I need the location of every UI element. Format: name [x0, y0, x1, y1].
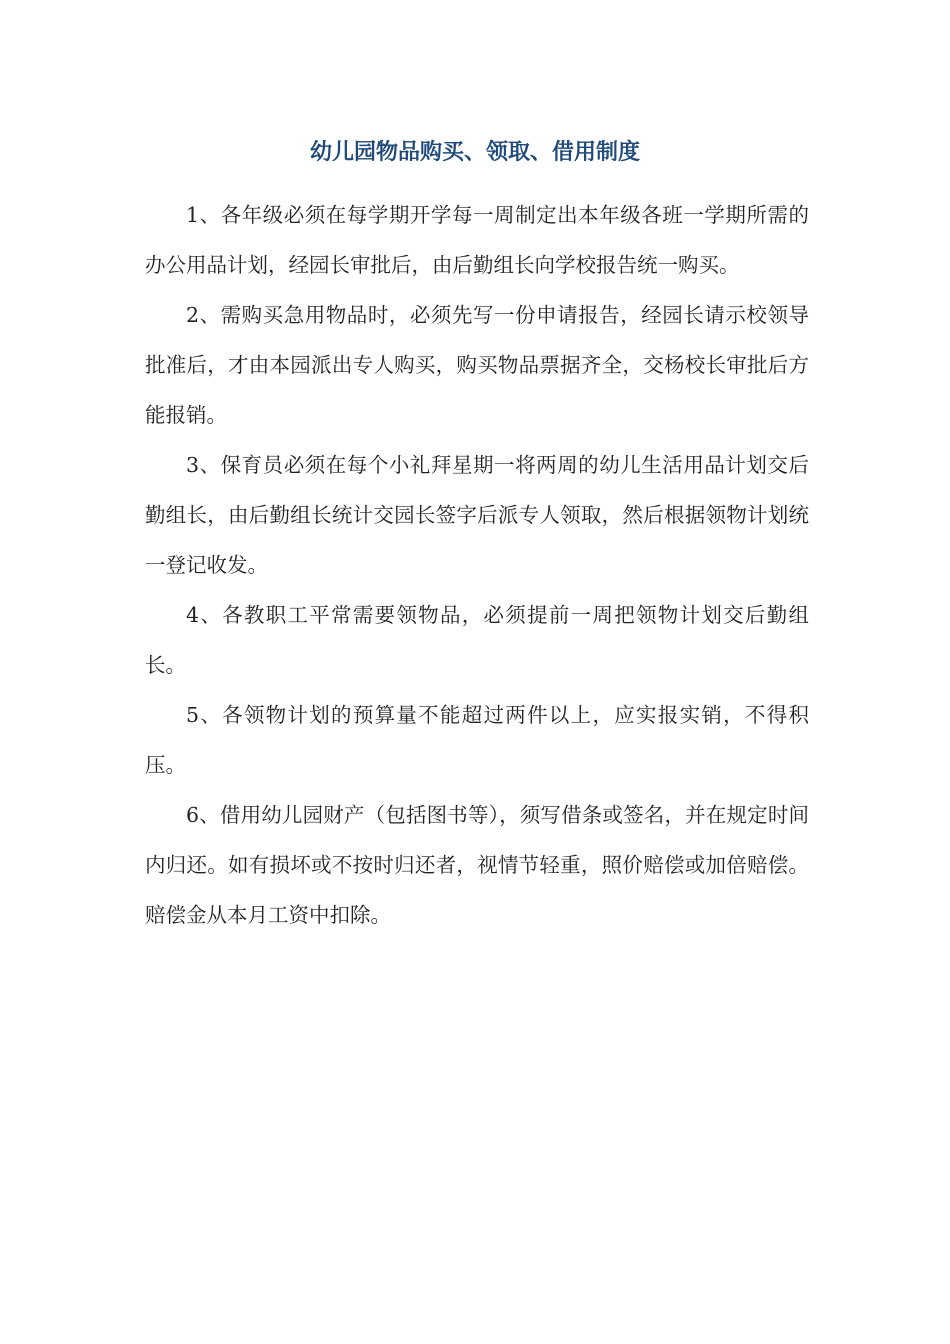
rule-paragraph-6: 6、借用幼儿园财产（包括图书等），须写借条或签名，并在规定时间内归还。如有损坏或不按时归还者，视情节轻重，照价赔偿或加倍赔偿。赔偿金从本月工资中扣除。	[145, 803, 809, 927]
document-body	[145, 190, 809, 940]
rule-paragraph-5: 5、各领物计划的预算量不能超过两件以上，应实报实销，不得积压。	[145, 703, 809, 777]
rule-paragraph-4: 4、各教职工平常需要领物品，必须提前一周把领物计划交后勤组长。	[145, 603, 809, 677]
rule-paragraph-2: 2、需购买急用物品时，必须先写一份申请报告，经园长请示校领导批准后，才由本园派出专人购买，购买物品票据齐全，交杨校长审批后方能报销。	[145, 303, 809, 427]
rule-paragraph-3: 3、保育员必须在每个小礼拜星期一将两周的幼儿生活用品计划交后勤组长，由后勤组长统计交园长签字后派专人领取，然后根据领物计划统一登记收发。	[145, 453, 809, 577]
document-title: 幼儿园物品购买、领取、借用制度	[309, 139, 640, 165]
rule-paragraph-1: 1、各年级必须在每学期开学每一周制定出本年级各班一学期所需的办公用品计划，经园长审批后，由后勤组长向学校报告统一购买。	[145, 203, 809, 277]
